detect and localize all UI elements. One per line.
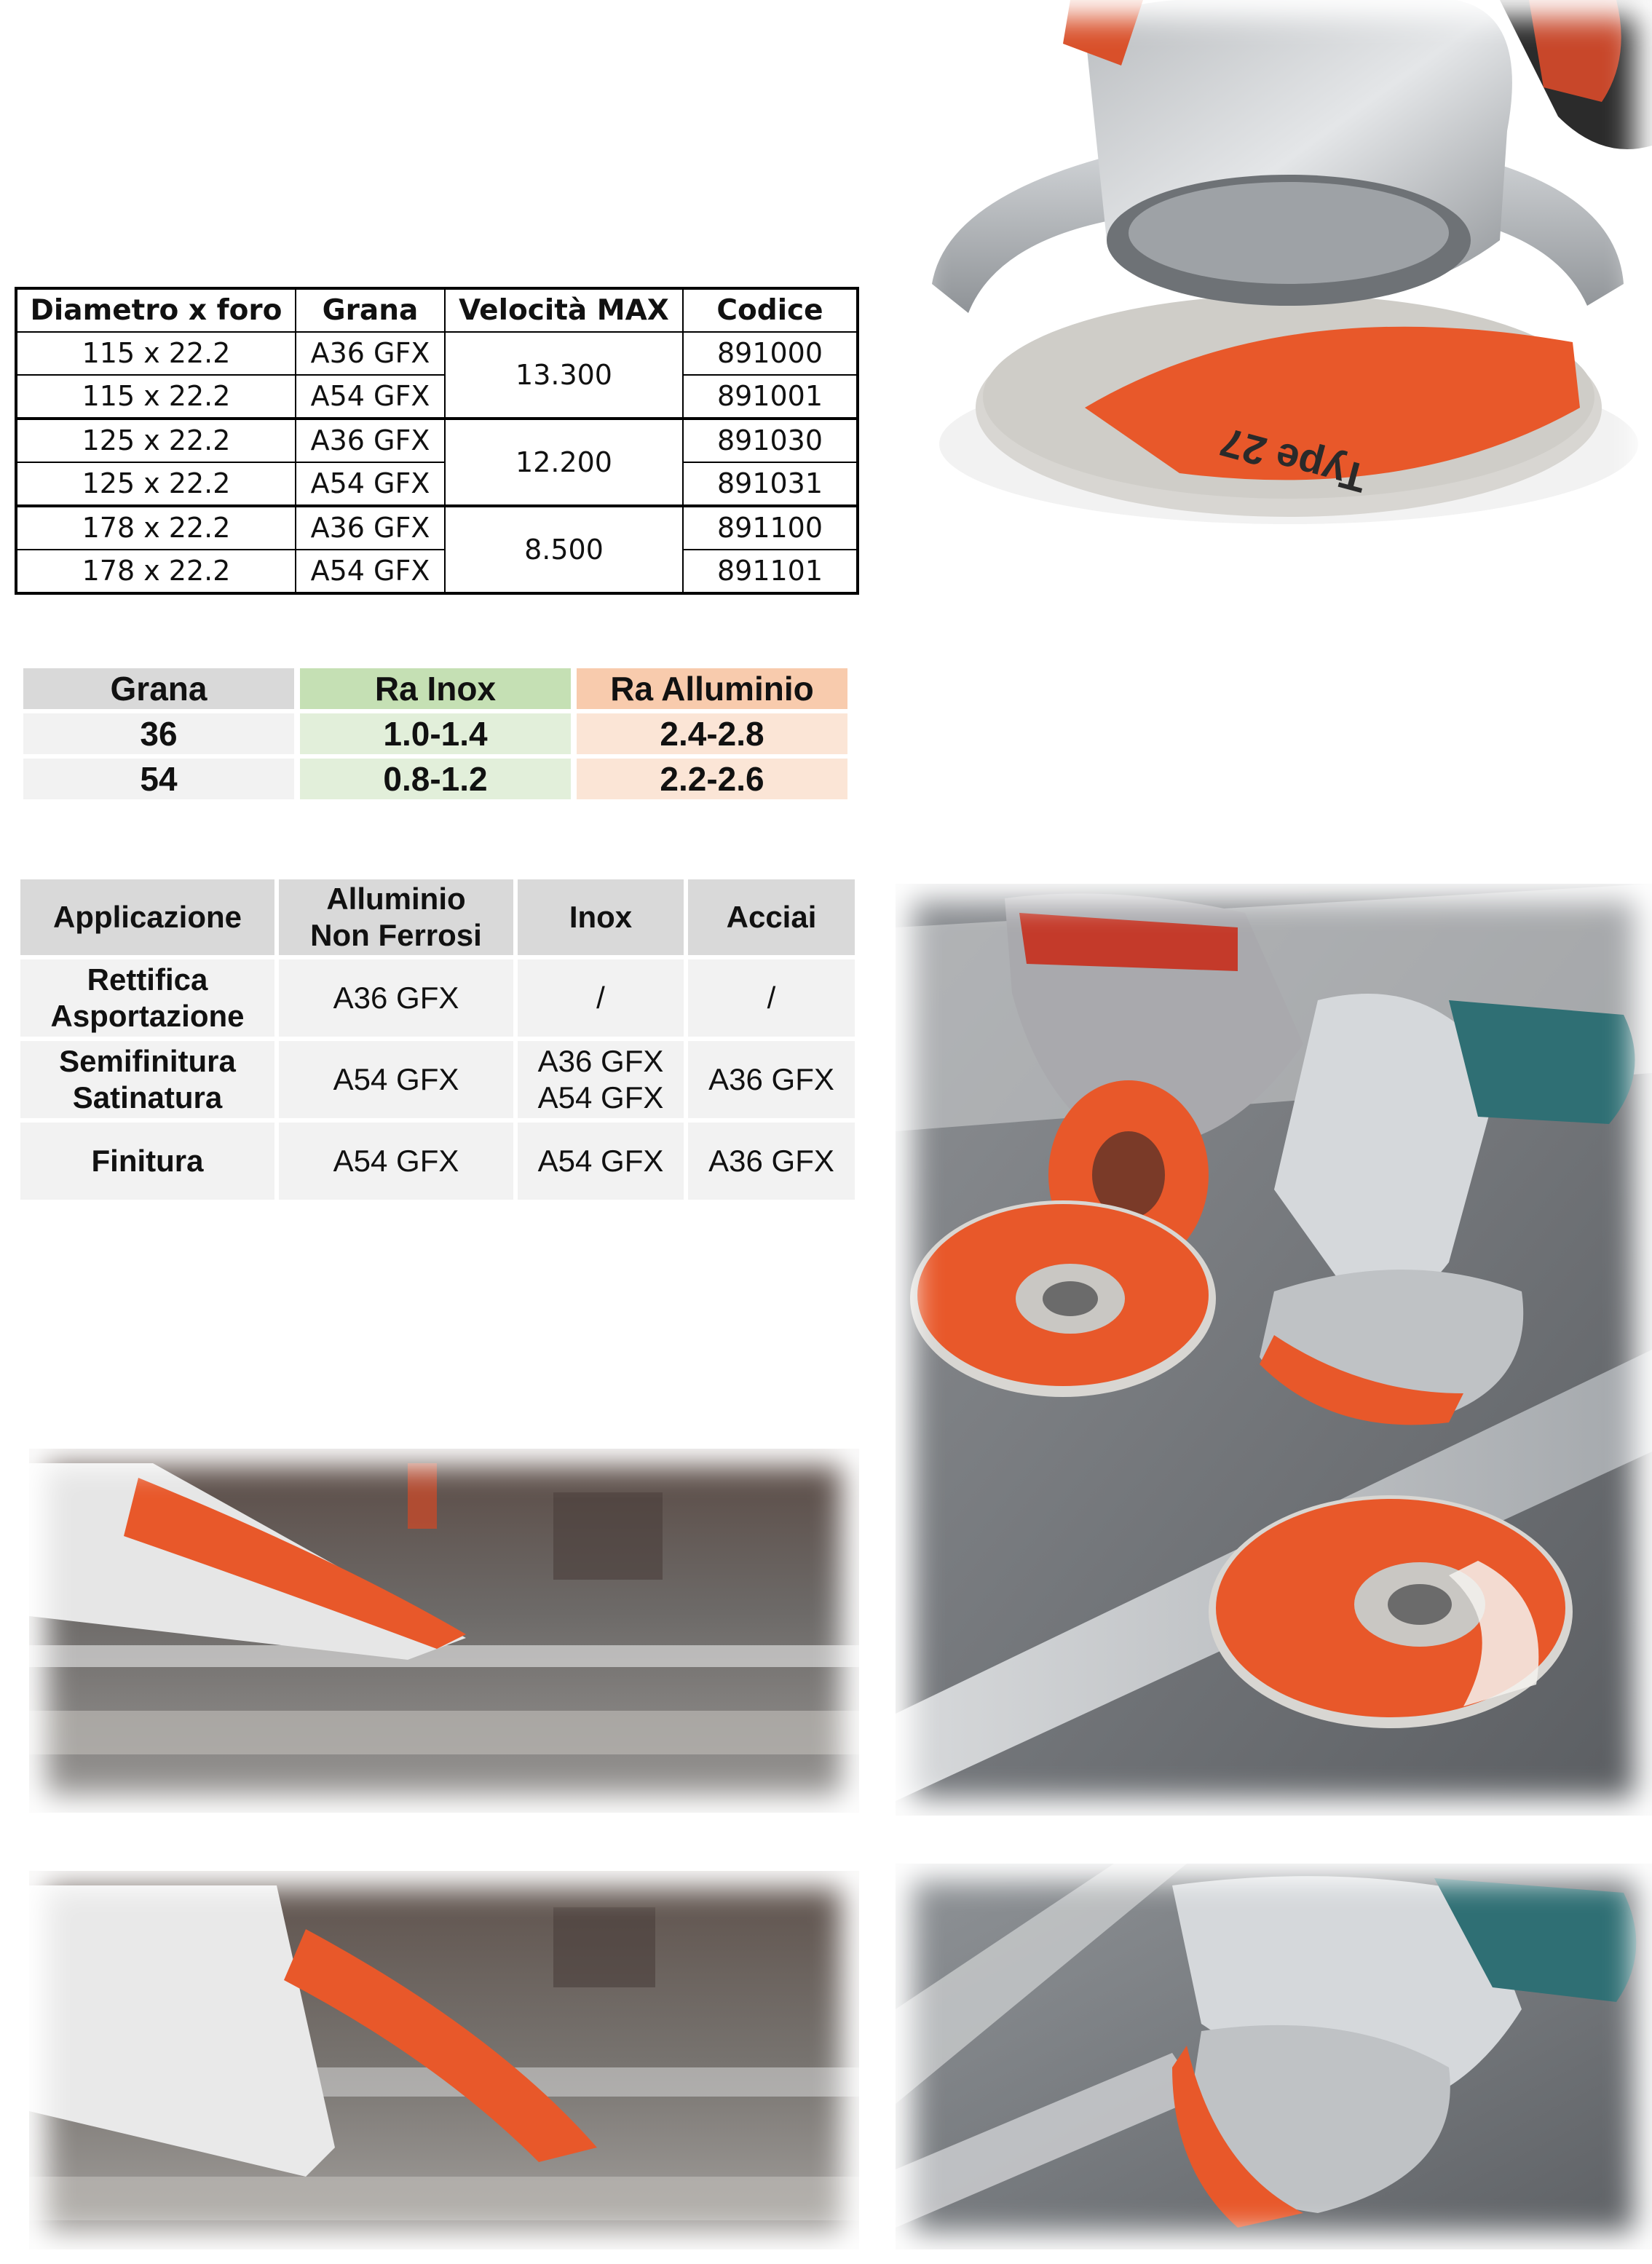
header-acciai: Acciai <box>688 879 855 955</box>
cell-code: 891100 <box>683 506 858 550</box>
cell-speed: 8.500 <box>445 506 683 593</box>
table-row <box>20 1041 855 1118</box>
cell-ra-inox: 0.8-1.2 <box>300 759 571 799</box>
application-table <box>16 875 859 1204</box>
cell-code: 891001 <box>683 375 858 419</box>
cell-application: Finitura <box>20 1123 274 1200</box>
table-row <box>16 462 858 506</box>
cell-code: 891031 <box>683 462 858 506</box>
table-row <box>20 1123 855 1200</box>
cell-ra-inox: 1.0-1.4 <box>300 713 571 754</box>
cell-application: Semifinitura Satinatura <box>20 1041 274 1118</box>
cell-inox: A36 GFX A54 GFX <box>518 1041 684 1118</box>
cell-grit: A54 GFX <box>296 375 445 419</box>
cell-alluminio: A36 GFX <box>279 959 513 1037</box>
application-header <box>20 879 855 955</box>
header-max-speed: Velocità MAX <box>445 288 683 332</box>
table-row <box>20 959 855 1037</box>
cell-speed: 12.200 <box>445 419 683 506</box>
cell-acciai: A36 GFX <box>688 1123 855 1200</box>
header-ra-inox: Ra Inox <box>300 668 571 709</box>
header-grit: Grana <box>23 668 294 709</box>
cell-inox: A54 GFX <box>518 1123 684 1200</box>
photo-grinder-top <box>903 0 1652 641</box>
header-application: Applicazione <box>20 879 274 955</box>
cell-grit: 54 <box>23 759 294 799</box>
roughness-table <box>17 664 853 804</box>
header-code: Codice <box>683 288 858 332</box>
product-table-header <box>16 288 858 332</box>
cell-ra-alluminio: 2.2-2.6 <box>577 759 847 799</box>
cell-grit: A36 GFX <box>296 506 445 550</box>
table-row <box>23 713 847 754</box>
cell-code: 891000 <box>683 332 858 375</box>
header-inox: Inox <box>518 879 684 955</box>
cell-grit: A36 GFX <box>296 419 445 462</box>
cell-size: 125 x 22.2 <box>16 419 296 462</box>
cell-alluminio: A54 GFX <box>279 1123 513 1200</box>
cell-size: 115 x 22.2 <box>16 375 296 419</box>
cell-size: 125 x 22.2 <box>16 462 296 506</box>
cell-code: 891101 <box>683 550 858 593</box>
header-grit: Grana <box>296 288 445 332</box>
table-row <box>16 506 858 550</box>
cell-grit: 36 <box>23 713 294 754</box>
header-diameter: Diametro x foro <box>16 288 296 332</box>
cell-acciai: A36 GFX <box>688 1041 855 1118</box>
cell-inox: / <box>518 959 684 1037</box>
photo-grinding-closeup-2 <box>29 1871 859 2249</box>
photo-grinding-closeup-1 <box>29 1449 859 1813</box>
header-alluminio: Alluminio Non Ferrosi <box>279 879 513 955</box>
cell-size: 115 x 22.2 <box>16 332 296 375</box>
table-row <box>16 332 858 375</box>
cell-size: 178 x 22.2 <box>16 550 296 593</box>
table-row <box>16 550 858 593</box>
cell-alluminio: A54 GFX <box>279 1041 513 1118</box>
cell-code: 891030 <box>683 419 858 462</box>
photo-grinder-discs <box>896 884 1652 1816</box>
cell-acciai: / <box>688 959 855 1037</box>
table-row <box>23 759 847 799</box>
svg-text:Type 27: Type 27 <box>1215 419 1372 502</box>
cell-ra-alluminio: 2.4-2.8 <box>577 713 847 754</box>
header-ra-alluminio: Ra Alluminio <box>577 668 847 709</box>
table-row <box>16 375 858 419</box>
cell-speed: 13.300 <box>445 332 683 419</box>
roughness-header <box>23 668 847 709</box>
cell-grit: A54 GFX <box>296 462 445 506</box>
photo-grinder-weld <box>896 1864 1652 2249</box>
cell-application: Rettifica Asportazione <box>20 959 274 1037</box>
product-table <box>15 287 859 595</box>
cell-size: 178 x 22.2 <box>16 506 296 550</box>
table-row <box>16 419 858 462</box>
cell-grit: A54 GFX <box>296 550 445 593</box>
cell-grit: A36 GFX <box>296 332 445 375</box>
